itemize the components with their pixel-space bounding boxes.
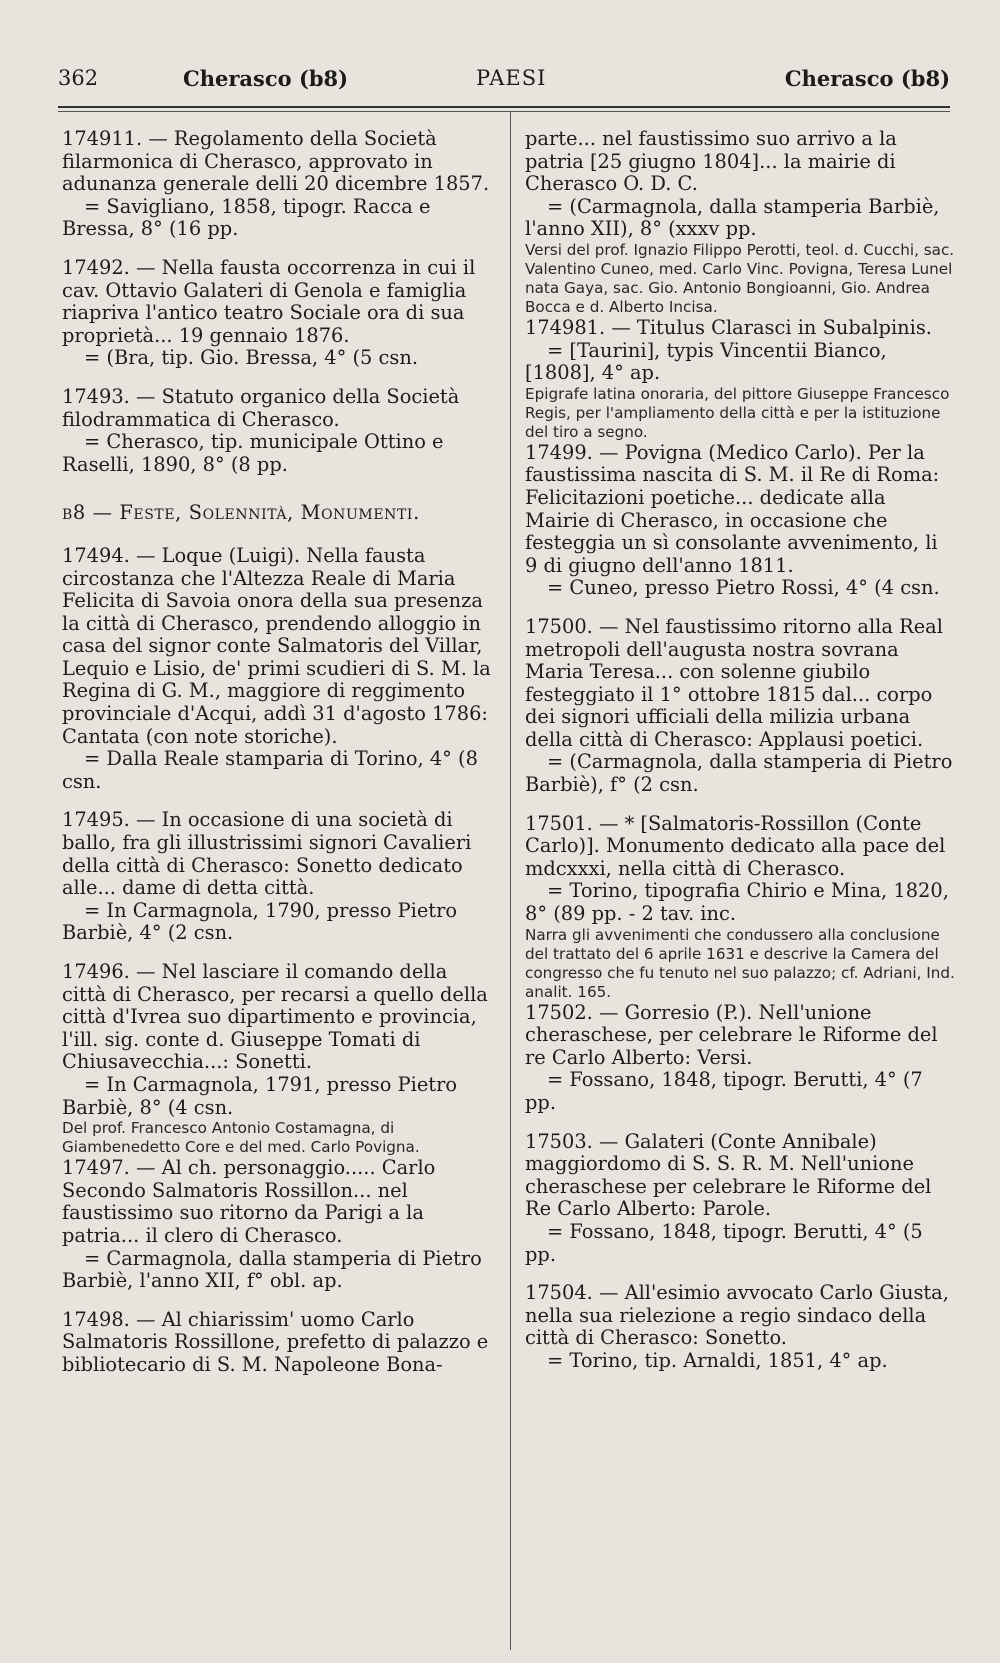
entry-imprint: = Cuneo, presso Pietro Rossi, 4° (4 csn. [547,576,940,600]
entry-imprint: = (Carmagnola, dalla stamperia Barbiè, l'anno XII), 8° (xxxv pp. [525,194,940,241]
entry-heading: 17501. — * [Salmatoris-Rossillon (Conte Carlo)]. Monumento dedicato alla pace del mdcxxxi, nella città di Cherasco. [525,811,946,880]
entry-imprint: = In Carmagnola, 1791, presso Pietro Barbiè, 8° (4 csn. [62,1072,458,1119]
entry-imprint: = Torino, tipografia Chirio e Mina, 1820, 8° (89 pp. - 2 tav. inc. [525,879,949,926]
entry-heading: 17500. — Nel faustissimo ritorno alla Real metropoli dell'augusta nostra sovrana Maria Teresa... con solenne giubilo festeggiato il 1° ottobre 1815 dal... corpo dei signori ufficiali della milizia urbana della città di Cherasco: Applausi poetici. [525,614,943,751]
entry-17499 [525,442,955,600]
entry-imprint: = In Carmagnola, 1790, presso Pietro Barbiè, 4° (2 csn. [62,898,458,945]
entry-17498-1 [525,317,955,442]
left-column [62,128,494,1393]
entry-heading: 17493. — Statuto organico della Società filodrammatica di Cherasco. [62,384,460,431]
entry-imprint: = Cherasco, tip. municipale Ottino e Raselli, 1890, 8° (8 pp. [62,430,444,476]
entry-note: Versi del prof. Ignazio Filippo Perotti, teol. d. Cucchi, sac. Valentino Cuneo, med. Carlo Vinc. Povigna, Teresa Lunel nata Gaya, sac. Gio. Antonio Bongioanni, Gio. Andrea Bocca e d. Alberto Incisa. [525,240,955,316]
header-rule-thin [58,111,950,112]
entry-17498 [62,1309,494,1377]
page-number: 362 [58,66,99,90]
section-heading: b8 — Feste, Solennità, Monumenti. [62,501,420,525]
entry-imprint: = Savigliano, 1858, tipogr. Racca e Bressa, 8° (16 pp. [62,194,431,241]
entry-17492 [62,257,494,370]
entry-note: Narra gli avvenimenti che condussero alla conclusione del trattato del 6 aprile 1631 e descrive la Camera del congresso che fu tenuto nel suo palazzo; cf. Adriani, Ind. analit. 165. [525,925,955,1001]
entry-imprint: = (Bra, tip. Gio. Bressa, 4° (5 csn. [84,346,418,370]
entry-imprint: = Dalla Reale stamparia di Torino, 4° (8 csn. [62,747,478,793]
entry-17504 [525,1282,955,1372]
entry-imprint: = Fossano, 1848, tipogr. Berutti, 4° (5 pp. [525,1219,923,1266]
entry-imprint: = Fossano, 1848, tipogr. Berutti, 4° (7 pp. [525,1068,923,1114]
entry-heading: 17503. — Galateri (Conte Annibale) maggiordomo di S. S. R. M. Nell'unione cheraschese per celebrare le Riforme del Re Carlo Alberto: Parole. [525,1129,932,1221]
entry-17502 [525,1002,955,1115]
entry-heading: 17496. — Nel lasciare il comando della città di Cherasco, per recarsi a quello della città d'Ivrea suo dipartimento e provincia, l'ill. sig. conte d. Giuseppe Tomati di Chiusavecchia...: Sonetti. [62,960,488,1074]
entry-17494 [62,545,494,794]
column-divider [510,112,511,1650]
entry-heading: 17492. — Nella fausta occorrenza in cui il cav. Ottavio Galateri di Genola e famiglia riapriva l'antico teatro Sociale ora di sua proprietà... 19 gennaio 1876. [62,255,476,347]
header-rule [58,106,950,108]
entry-note: Del prof. Francesco Antonio Costamagna, di Giambenedetto Core e del med. Carlo Povigna. [62,1119,420,1157]
entry-17493 [62,386,494,476]
entry-heading: 17497. — Al ch. personaggio..... Carlo Secondo Salmatoris Rossillon... nel faustissimo suo ritorno da Parigi a la patria... il clero di Cherasco. [62,1156,436,1247]
entry-17503 [525,1131,955,1267]
entry-heading: parte... nel faustissimo suo arrivo a la patria [25 giugno 1804]... la mairie di Cherasco O. D. C. [525,127,897,196]
entry-17497 [62,1157,494,1293]
entry-heading: 17499. — Povigna (Medico Carlo). Per la faustissima nascita di S. M. il Re di Roma: Felicitazioni poetiche... dedicate alla Mairie di Cherasco, in occasione che festeggia un sì consolante avvenimento, li 9 di giugno dell'anno 1811. [525,440,940,577]
entry-imprint: = (Carmagnola, dalla stamperia di Pietro Barbiè), f° (2 csn. [525,750,953,797]
entry-imprint: = Torino, tip. Arnaldi, 1851, 4° ap. [547,1348,888,1372]
entry-heading: 17504. — All'esimio avvocato Carlo Giusta, nella sua rielezione a regio sindaco della città di Cherasco: Sonetto. [525,1281,949,1350]
entry-17501 [525,813,955,1002]
entry-imprint: = [Taurini], typis Vincentii Bianco, [1808], 4° ap. [525,338,887,385]
entry-heading: 17495. — In occasione di una società di ballo, fra gli illustrissimi signori Cavalieri della città di Cherasco: Sonetto dedicato alle... dame di detta città. [62,808,472,900]
page-header [58,60,950,100]
running-title-left: Cherasco (b8) [183,66,349,91]
entry-heading: 174911. — Regolamento della Società filarmonica di Cherasco, approvato in adunanza generale delli 20 dicembre 1857. [62,127,490,196]
entry-heading: 17498. — Al chiarissim' uomo Carlo Salmatoris Rossillone, prefetto di palazzo e bibliotecario di S. M. Napoleone Bona- [62,1307,489,1376]
entry-note: Epigrafe latina onoraria, del pittore Giuseppe Francesco Regis, per l'ampliamento della città e per la istituzione del tiro a segno. [525,384,950,441]
entry-17495 [62,809,494,945]
entry-heading: 174981. — Titulus Clarasci in Subalpinis. [525,315,932,339]
running-title-center: PAESI [476,66,547,90]
entry-17498-cont [525,128,955,317]
running-title-right: Cherasco (b8) [784,66,950,91]
entry-17491-1 [62,128,494,241]
entry-heading: 17494. — Loque (Luigi). Nella fausta circostanza che l'Altezza Reale di Maria Felicita di Savoia onora della sua presenza la città di Cherasco, prendendo alloggio in casa del signor conte Salmatoris del Villar, Lequio e Lisio, de' primi scudieri di S. M. la Regina di G. M., maggiore di reggimento provinciale d'Acqui, addì 31 d'agosto 1786: Cantata (con note storiche). [62,543,491,748]
entry-imprint: = Carmagnola, dalla stamperia di Pietro Barbiè, l'anno XII, f° obl. ap. [62,1246,482,1293]
entry-17496 [62,961,494,1157]
entry-17500 [525,616,955,797]
entry-heading: 17502. — Gorresio (P.). Nell'unione cheraschese, per celebrare le Riforme del re Carlo Alberto: Versi. [525,1000,938,1069]
right-column [525,128,955,1389]
